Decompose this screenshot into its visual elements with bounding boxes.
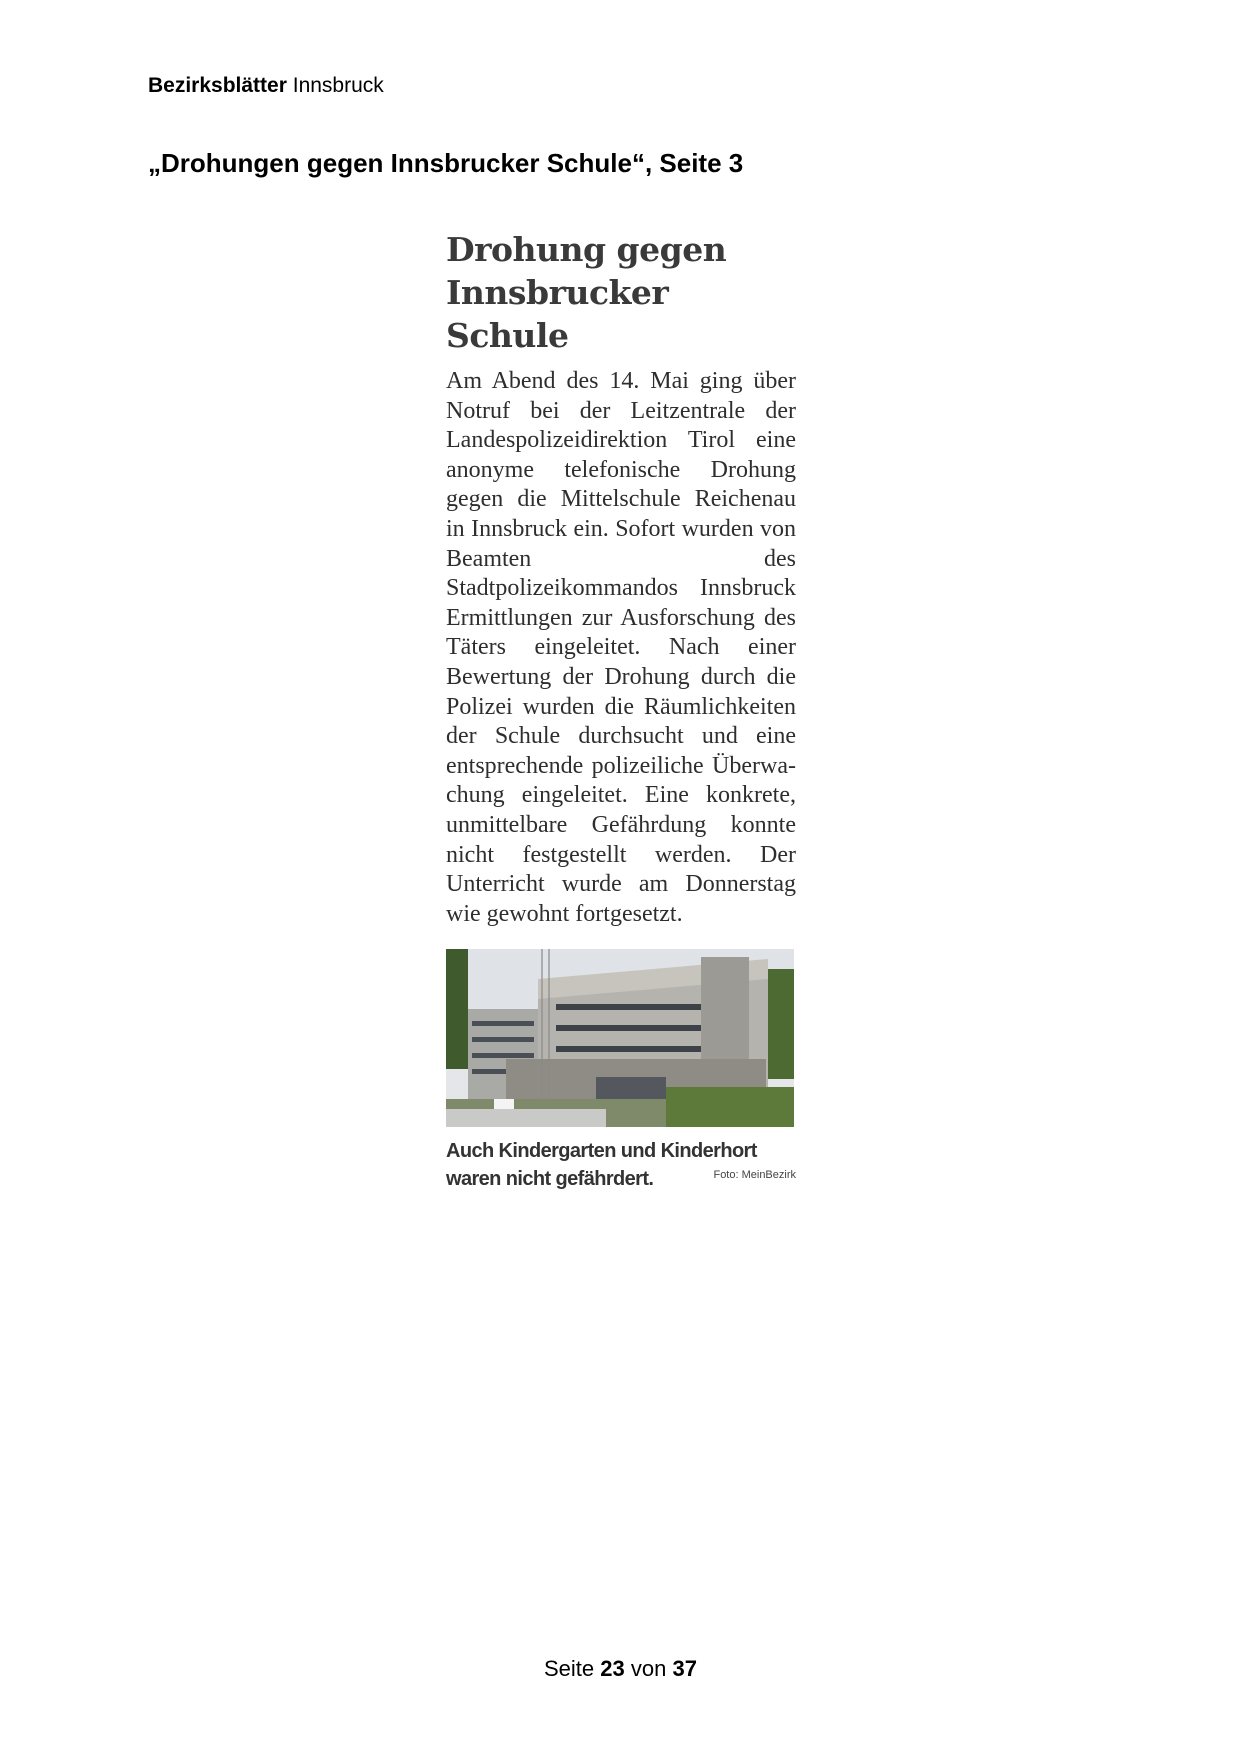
photo-caption: [446, 1137, 796, 1193]
caption-line-2: waren nicht gefährdert.: [446, 1168, 654, 1191]
source-line: [148, 74, 384, 98]
clipping-headline: [446, 228, 796, 357]
page-of: von: [630, 1656, 667, 1681]
school-building-photo: [446, 949, 794, 1127]
page-prefix: Seite: [544, 1656, 595, 1681]
headline-line-1: Drohung gegen: [446, 230, 727, 269]
photo-credit: Foto: MeinBezirk: [713, 1169, 796, 1182]
newspaper-clipping: [446, 228, 796, 1193]
edition-name: Innsbruck: [292, 74, 384, 97]
publication-name: Bezirksblätter: [148, 74, 287, 97]
clipping-body: Am Abend des 14. Mai ging über Notruf bei der Leitzentrale der Landespolizeidirektion Tirol eine anonyme telefonische Drohung gegen die Mittelschule Reichenau in Innsbruck ein. Sofort wurden von Beamten des Stadtpolizeikommandos Innsbruck Ermittlungen zur Ausforschung des Täters eingeleitet. Nach einer Bewertung der Drohung durch die Polizei wurden die Räumlichkeiten der Schule durchsucht und eine entsprechende polizeiliche Überwachung eingeleitet. Eine konkrete, unmittelbare Gefährdung konnte nicht festgestellt werden. Der Unterricht wurde am Donnerstag wie gewohnt fortgesetzt.: [446, 368, 796, 927]
headline-line-2: Innsbrucker Schule: [446, 273, 669, 355]
total-pages: 37: [672, 1656, 697, 1681]
document-title: „Drohungen gegen Innsbrucker Schule“, Seite 3: [148, 148, 744, 178]
page-number: [0, 1656, 1241, 1682]
caption-line-1: Auch Kindergarten und Kinderhort: [446, 1140, 757, 1163]
current-page: 23: [600, 1656, 625, 1681]
